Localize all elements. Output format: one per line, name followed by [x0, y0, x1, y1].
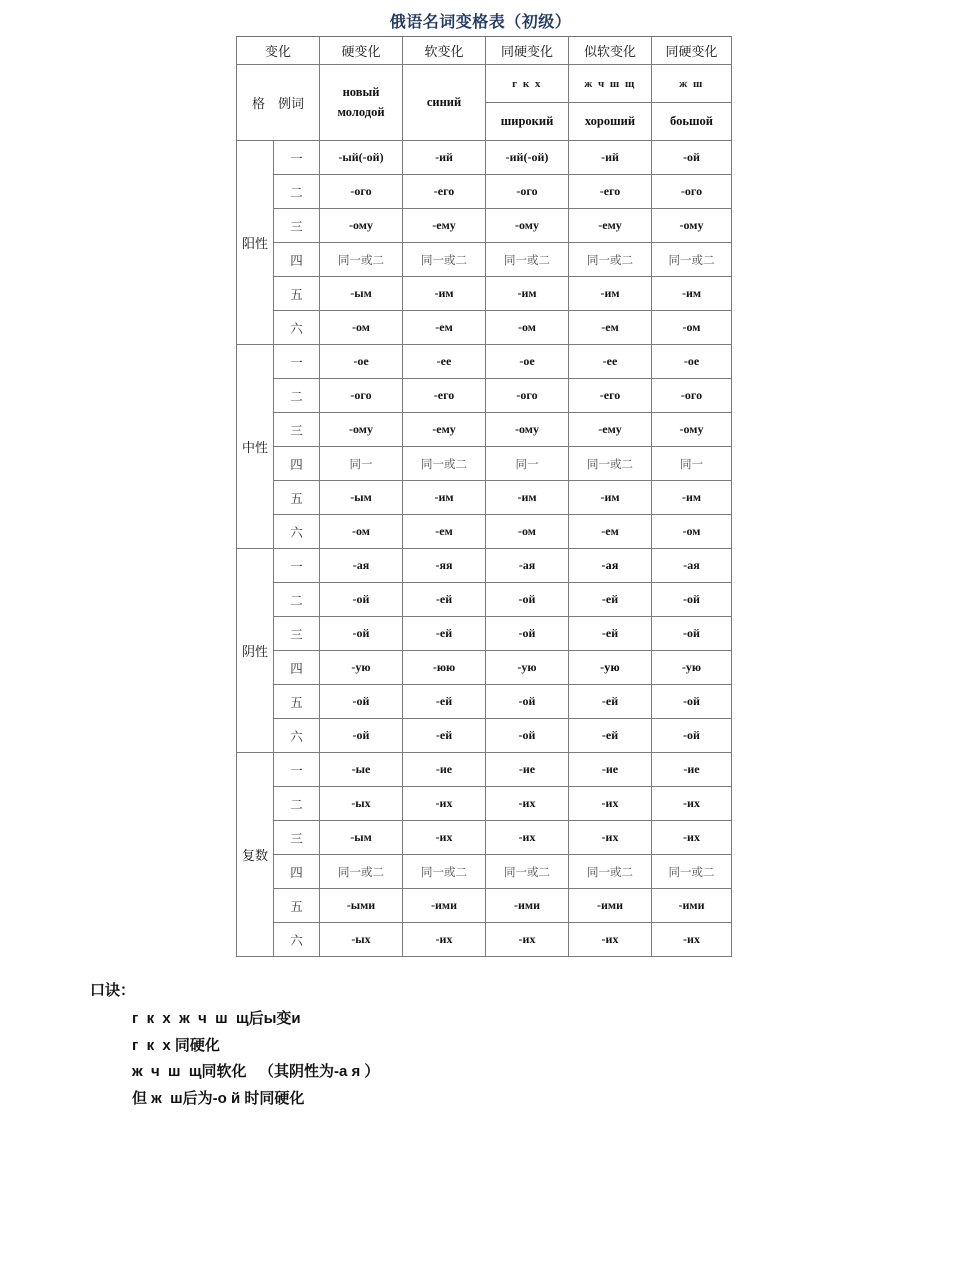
declension-cell: -ом [652, 311, 732, 345]
declension-cell: 同一 [486, 447, 569, 481]
declension-cell: -ую [569, 651, 652, 685]
table-row [237, 821, 732, 855]
declension-cell: -ому [486, 209, 569, 243]
header-example-word-4: хороший [569, 103, 652, 141]
header-case-example-label [237, 65, 320, 141]
table-row [237, 719, 732, 753]
case-number: 二 [274, 787, 320, 821]
declension-cell: -ого [652, 175, 732, 209]
case-number: 二 [274, 175, 320, 209]
declension-cell: -ой [486, 685, 569, 719]
declension-cell: -ее [569, 345, 652, 379]
table-row [237, 209, 732, 243]
declension-cell: -ей [569, 617, 652, 651]
table-row [237, 481, 732, 515]
declension-cell: -ие [652, 753, 732, 787]
declension-cell: -ему [403, 413, 486, 447]
declension-cell: -их [569, 787, 652, 821]
declension-cell: 同一或二 [569, 447, 652, 481]
header-type-2: 软变化 [403, 37, 486, 65]
declension-cell: -ей [403, 719, 486, 753]
declension-cell: 同一 [652, 447, 732, 481]
declension-cell: -им [652, 481, 732, 515]
header-example-word-1 [320, 65, 403, 141]
declension-cell: -ой [320, 617, 403, 651]
declension-cell: -их [486, 821, 569, 855]
declension-cell: -ой [320, 583, 403, 617]
case-number: 四 [274, 447, 320, 481]
declension-cell: -их [652, 923, 732, 957]
header-type-4: 似软变化 [569, 37, 652, 65]
table-header-types [237, 37, 732, 65]
declension-cell: -их [486, 787, 569, 821]
case-number: 四 [274, 855, 320, 889]
declension-cell: -ими [652, 889, 732, 923]
declension-cell: -ими [403, 889, 486, 923]
header-type-3: 同硬变化 [486, 37, 569, 65]
declension-cell: -ий [403, 141, 486, 175]
declension-cell: -ый(-ой) [320, 141, 403, 175]
mnemonic-line-2: г к х 同硬化 [132, 1036, 220, 1054]
table-row [237, 243, 732, 277]
case-number: 五 [274, 889, 320, 923]
declension-cell: -ему [403, 209, 486, 243]
declension-cell: -ую [320, 651, 403, 685]
declension-cell: -ей [569, 719, 652, 753]
declension-cell: -ой [486, 583, 569, 617]
declension-cell: -им [569, 277, 652, 311]
declension-cell: -ей [569, 685, 652, 719]
table-row [237, 277, 732, 311]
declension-cell: -ой [652, 617, 732, 651]
declension-cell: -ом [652, 515, 732, 549]
table-row [237, 549, 732, 583]
header-example-label: 例词 [278, 96, 305, 111]
table-row [237, 345, 732, 379]
declension-cell: -их [486, 923, 569, 957]
declension-cell: -ым [320, 277, 403, 311]
declension-cell: -ое [486, 345, 569, 379]
mnemonic-title: 口诀： [90, 982, 136, 999]
declension-cell: -ая [320, 549, 403, 583]
declension-cell: -ому [486, 413, 569, 447]
mnemonic-line-3: ж ч ш щ同软化 （其阴性为-а я ） [132, 1063, 380, 1081]
header-example-word-3: широкий [486, 103, 569, 141]
declension-cell: -ому [652, 413, 732, 447]
declension-cell: -его [569, 379, 652, 413]
header-example-word-2 [403, 65, 486, 141]
mnemonic-line-1: г к х ж ч ш щ后ы变и [132, 1010, 301, 1027]
mnemonic-block [90, 979, 379, 1112]
table-row [237, 413, 732, 447]
declension-cell: -ой [652, 685, 732, 719]
case-number: 六 [274, 515, 320, 549]
case-number: 五 [274, 481, 320, 515]
table-row [237, 311, 732, 345]
declension-cell: -ая [652, 549, 732, 583]
declension-cell: -ым [320, 821, 403, 855]
declension-cell: -ой [652, 583, 732, 617]
case-number: 二 [274, 583, 320, 617]
table-row [237, 685, 732, 719]
table-row [237, 617, 732, 651]
declension-cell: -ому [652, 209, 732, 243]
declension-cell: -ий [569, 141, 652, 175]
page-title: 俄语名词变格表（初级） [389, 14, 572, 31]
declension-cell: -ей [403, 617, 486, 651]
declension-cell: 同一或二 [403, 855, 486, 889]
declension-table-container [236, 36, 732, 957]
declension-cell: -ем [403, 515, 486, 549]
declension-cell: -ие [569, 753, 652, 787]
declension-cell: -ой [652, 141, 732, 175]
case-number: 六 [274, 719, 320, 753]
case-number: 四 [274, 243, 320, 277]
case-number: 三 [274, 413, 320, 447]
declension-cell: 同一或二 [320, 855, 403, 889]
table-row [237, 651, 732, 685]
case-number: 五 [274, 685, 320, 719]
declension-cell: -ая [569, 549, 652, 583]
gender-label-2: 中性 [237, 345, 274, 549]
declension-cell: 同一或二 [569, 855, 652, 889]
declension-cell: 同一或二 [403, 243, 486, 277]
case-number: 一 [274, 549, 320, 583]
table-row [237, 583, 732, 617]
declension-cell: -их [403, 787, 486, 821]
declension-cell: -ого [320, 379, 403, 413]
declension-cell: -ая [486, 549, 569, 583]
declension-cell: -его [403, 175, 486, 209]
declension-cell: -ой [486, 719, 569, 753]
declension-cell: -его [403, 379, 486, 413]
declension-cell: -ыми [320, 889, 403, 923]
table-row [237, 141, 732, 175]
declension-cell: -его [569, 175, 652, 209]
declension-cell: -ого [486, 379, 569, 413]
table-row [237, 175, 732, 209]
declension-cell: -их [569, 821, 652, 855]
declension-cell: 同一 [320, 447, 403, 481]
gender-label-4: 复数 [237, 753, 274, 957]
declension-cell: -ими [486, 889, 569, 923]
declension-cell: -их [403, 821, 486, 855]
declension-table [236, 36, 732, 957]
declension-cell: -им [486, 481, 569, 515]
case-number: 二 [274, 379, 320, 413]
declension-cell: -ем [569, 515, 652, 549]
case-number: 六 [274, 311, 320, 345]
example-word: молодой [337, 104, 385, 119]
table-row [237, 889, 732, 923]
declension-cell: -ей [403, 685, 486, 719]
declension-cell: 同一或二 [486, 243, 569, 277]
header-case-label: 格 [251, 96, 265, 111]
declension-cell: -ей [569, 583, 652, 617]
declension-cell: -ое [652, 345, 732, 379]
declension-cell: -ом [486, 515, 569, 549]
declension-cell: -ому [320, 413, 403, 447]
declension-cell: -ое [320, 345, 403, 379]
declension-cell: -ему [569, 209, 652, 243]
declension-cell: -ой [486, 617, 569, 651]
table-row [237, 787, 732, 821]
declension-cell: -ему [569, 413, 652, 447]
declension-cell: -ие [486, 753, 569, 787]
case-number: 一 [274, 141, 320, 175]
case-number: 四 [274, 651, 320, 685]
declension-cell: -ую [486, 651, 569, 685]
example-word: новый [342, 85, 380, 100]
declension-cell: 同一或二 [652, 243, 732, 277]
declension-cell: -ом [320, 311, 403, 345]
declension-cell: -их [652, 821, 732, 855]
declension-cell: -ые [320, 753, 403, 787]
table-row [237, 379, 732, 413]
table-header-examples-top [237, 65, 732, 103]
declension-cell: -ого [652, 379, 732, 413]
declension-cell: -юю [403, 651, 486, 685]
gender-label-3: 阴性 [237, 549, 274, 753]
declension-cell: -ом [320, 515, 403, 549]
declension-cell: 同一或二 [569, 243, 652, 277]
declension-cell: -ого [320, 175, 403, 209]
declension-cell: -им [486, 277, 569, 311]
header-letters-4: ж ч ш щ [569, 65, 652, 103]
case-number: 六 [274, 923, 320, 957]
declension-cell: -им [403, 277, 486, 311]
declension-cell: -яя [403, 549, 486, 583]
declension-cell: -ими [569, 889, 652, 923]
declension-cell: -ем [569, 311, 652, 345]
declension-cell: -ую [652, 651, 732, 685]
declension-cell: -их [569, 923, 652, 957]
case-number: 三 [274, 821, 320, 855]
header-example-word-5: боьшой [652, 103, 732, 141]
header-type-1: 硬变化 [320, 37, 403, 65]
declension-cell: -ом [486, 311, 569, 345]
declension-cell: 同一或二 [652, 855, 732, 889]
declension-cell: -ой [652, 719, 732, 753]
declension-cell: -ее [403, 345, 486, 379]
declension-cell: -ий(-ой) [486, 141, 569, 175]
case-number: 三 [274, 209, 320, 243]
table-row [237, 515, 732, 549]
table-row [237, 753, 732, 787]
example-word: синий [426, 94, 462, 109]
table-row [237, 923, 732, 957]
case-number: 三 [274, 617, 320, 651]
declension-cell: -ому [320, 209, 403, 243]
case-number: 一 [274, 345, 320, 379]
declension-cell: -ем [403, 311, 486, 345]
gender-label-1: 阳性 [237, 141, 274, 345]
declension-cell: -ие [403, 753, 486, 787]
header-change-label: 变化 [237, 37, 320, 65]
declension-cell: -ой [320, 685, 403, 719]
declension-cell: -их [652, 787, 732, 821]
declension-cell: -им [569, 481, 652, 515]
declension-cell: -их [403, 923, 486, 957]
header-letters-5: ж ш [652, 65, 732, 103]
declension-cell: -им [652, 277, 732, 311]
declension-cell: -ых [320, 923, 403, 957]
declension-cell: -ым [320, 481, 403, 515]
table-row [237, 855, 732, 889]
header-type-5: 同硬变化 [652, 37, 732, 65]
case-number: 五 [274, 277, 320, 311]
mnemonic-line-4: 但 ж ш后为-о й 时同硬化 [132, 1089, 305, 1107]
declension-cell: 同一或二 [320, 243, 403, 277]
declension-cell: -ей [403, 583, 486, 617]
declension-cell: 同一或二 [403, 447, 486, 481]
declension-cell: -ого [486, 175, 569, 209]
declension-cell: 同一或二 [486, 855, 569, 889]
declension-cell: -ой [320, 719, 403, 753]
header-letters-3: г к х [486, 65, 569, 103]
case-number: 一 [274, 753, 320, 787]
declension-cell: -им [403, 481, 486, 515]
table-row [237, 447, 732, 481]
declension-cell: -ых [320, 787, 403, 821]
